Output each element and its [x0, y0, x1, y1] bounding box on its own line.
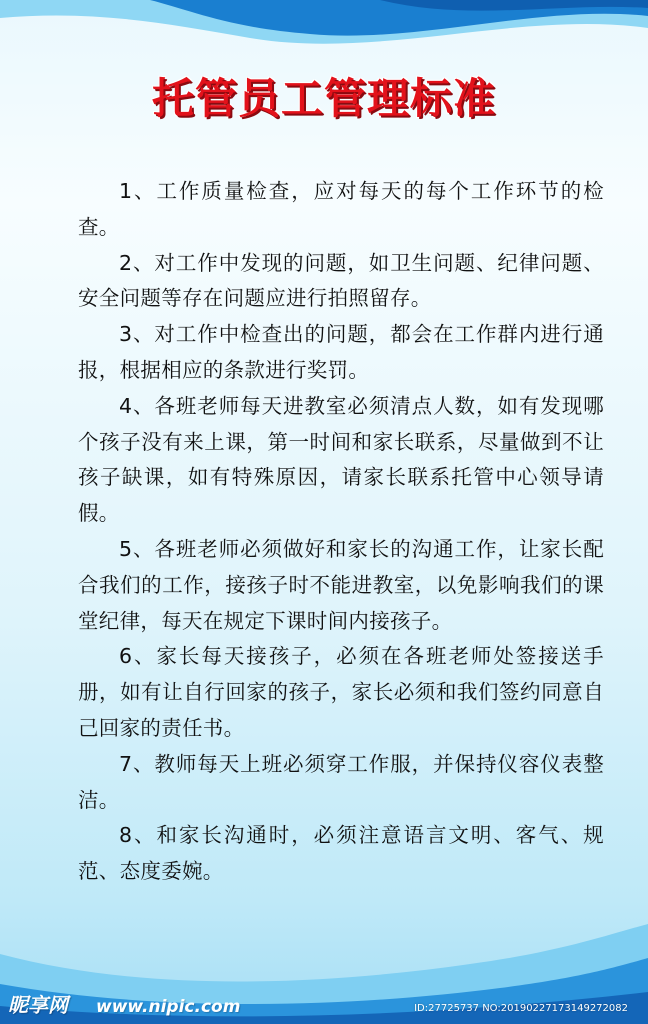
rule-item-2: 2、对工作中发现的问题，如卫生问题、纪律问题、安全问题等存在问题应进行拍照留存。 — [78, 250, 604, 311]
rules-list — [78, 174, 604, 890]
rule-item-3: 3、对工作中检查出的问题，都会在工作群内进行通报，根据相应的条款进行奖罚。 — [78, 322, 604, 382]
watermark-id: ID:27725737 NO:20190227173149272082 — [414, 1003, 628, 1014]
watermark-url: www.nipic.com — [96, 997, 241, 1017]
watermark-logo: 昵享网 — [8, 993, 68, 1017]
rule-item-8: 8、和家长沟通时，必须注意语言文明、客气、规范、态度委婉。 — [78, 823, 604, 884]
rule-item-1: 1、工作质量检查，应对每天的每个工作环节的检查。 — [78, 179, 604, 239]
rule-item-6: 6、家长每天接孩子，必须在各班老师处签接送手册，如有让自行回家的孩子，家长必须和我们签约同意自己回家的责任书。 — [78, 644, 604, 740]
rule-item-5: 5、各班老师必须做好和家长的沟通工作，让家长配合我们的工作，接孩子时不能进教室，以免影响我们的课堂纪律，每天在规定下课时间内接孩子。 — [78, 536, 604, 633]
rule-item-7: 7、教师每天上班必须穿工作服，并保持仪容仪表整洁。 — [78, 751, 604, 812]
page-title: 托管员工管理标准 — [151, 74, 496, 123]
rule-item-4: 4、各班老师每天进教室必须清点人数，如有发现哪个孩子没有来上课，第一时间和家长联系，尽量做到不让孩子缺课，如有特殊原因，请家长联系托管中心领导请假。 — [78, 393, 604, 526]
